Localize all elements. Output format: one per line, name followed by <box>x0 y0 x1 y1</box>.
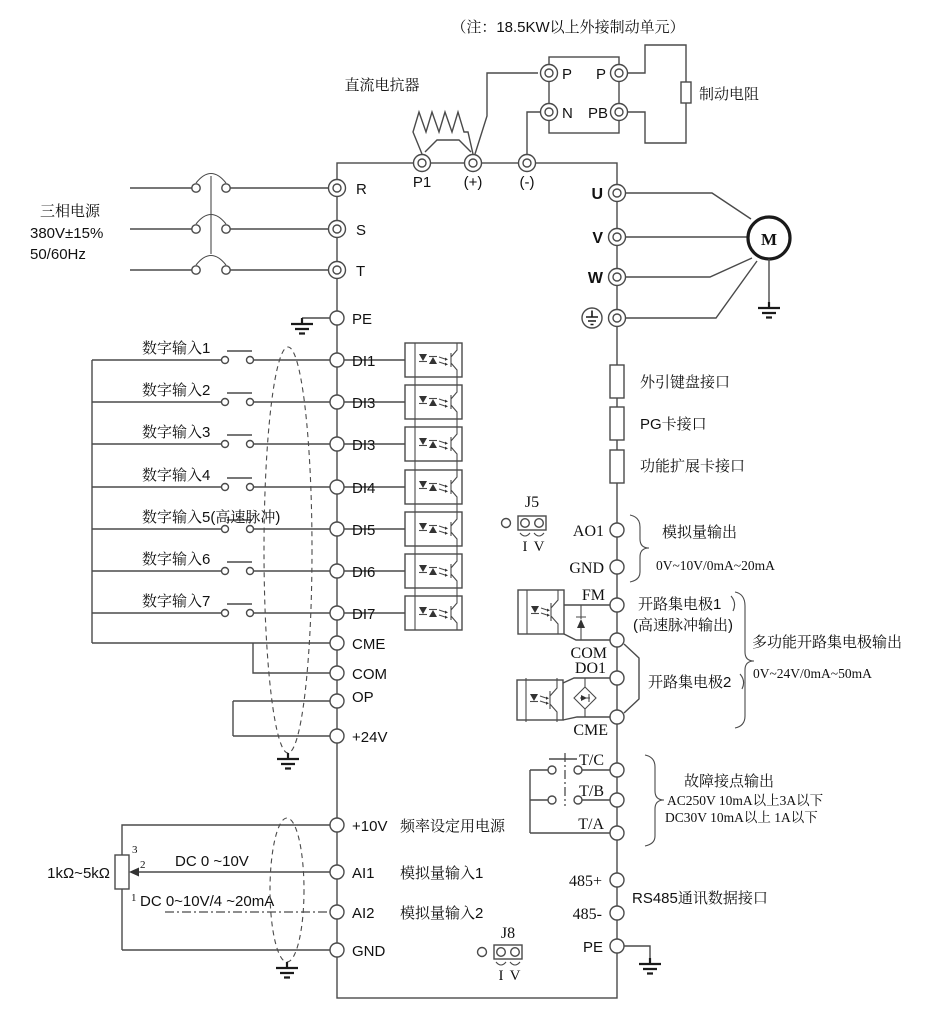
wire-cme2 <box>563 717 610 720</box>
ao1-label: AO1 <box>572 523 604 540</box>
do1-optocoupler-icon <box>517 680 563 720</box>
di4-input-label: 数字输入4 <box>142 467 211 484</box>
terminal-24v <box>330 729 344 743</box>
terminal-di6 <box>330 564 344 578</box>
pe-label: PE <box>352 311 373 328</box>
cme2-label: CME <box>573 722 608 739</box>
expansion-card-interface-icon <box>610 450 624 483</box>
di2-switch <box>222 393 254 406</box>
terminal-cme2 <box>610 710 624 724</box>
wire-com-jumper <box>253 643 330 673</box>
ta-label: T/A <box>578 816 604 833</box>
dc-reactor-label: 直流电抗器 <box>344 77 420 94</box>
fm-optocoupler-icon <box>518 590 564 634</box>
tc-label: T/C <box>579 752 604 769</box>
fm-diode-triangle <box>577 619 585 628</box>
di3-input-label: 数字输入3 <box>142 424 211 441</box>
wire-u <box>626 193 751 219</box>
ai2-label: AI2 <box>352 905 375 922</box>
terminal-di1 <box>330 353 344 367</box>
terminal-di4 <box>330 480 344 494</box>
brace-analog-out <box>630 515 649 582</box>
terminal-di2 <box>330 395 344 409</box>
di2-input-label: 数字输入2 <box>142 382 211 399</box>
terminal-s <box>329 221 346 238</box>
terminal-ai2 <box>330 905 344 919</box>
terminal-do1 <box>610 671 624 685</box>
do1-bridge-icon <box>574 678 596 717</box>
pg-card-interface-icon <box>610 407 624 440</box>
brake-unit-box <box>549 57 619 133</box>
terminal-pe2 <box>610 939 624 953</box>
terminal-brake-p-left <box>541 65 558 82</box>
jumper-j5 <box>502 516 547 536</box>
terminal-minus <box>519 155 536 172</box>
di5-input-label: 数字输入5(高速脉冲) <box>142 509 281 526</box>
optocoupler-icon-2 <box>405 385 462 419</box>
oc-range: 0V~24V/0mA~50mA <box>753 666 872 681</box>
shield-cable-icon-analog <box>270 818 304 962</box>
s-label: S <box>356 222 367 239</box>
wire-plus-to-p <box>475 73 538 154</box>
terminal-com <box>330 666 344 680</box>
j5-label: J5 <box>524 494 540 511</box>
wire-op-24v-jumper <box>233 701 330 736</box>
terminal-t <box>329 262 346 279</box>
di1-label: DI1 <box>352 353 376 370</box>
relay-spec2: DC30V 10mA以上 1A以下 <box>665 810 818 825</box>
terminal-p1 <box>414 155 431 172</box>
p1-plus-jumper <box>425 140 471 152</box>
terminal-485p <box>610 873 624 887</box>
terminal-brake-p-right <box>611 65 628 82</box>
w-label: W <box>587 270 603 287</box>
terminal-earth <box>609 310 626 327</box>
motor-label: M <box>760 230 778 249</box>
di5-label: DI5 <box>352 522 376 539</box>
dc-reactor-icon <box>413 112 473 154</box>
power-label-1: 三相电源 <box>40 203 101 220</box>
pot-pin1: 1 <box>131 892 137 904</box>
485p-label: 485+ <box>568 873 602 890</box>
com2-label: COM <box>570 645 607 662</box>
optocoupler-icon-3 <box>405 427 462 461</box>
di6-input-label: 数字输入6 <box>142 551 211 568</box>
v-label: V <box>592 230 603 247</box>
relay-spec1: AC250V 10mA以上3A以下 <box>667 793 824 808</box>
braking-resistor-icon <box>681 82 691 103</box>
wire-com2 <box>564 634 610 640</box>
di3-switch <box>222 435 254 448</box>
wire-pe2-ground <box>624 946 650 958</box>
breaker-pole-t <box>192 256 230 275</box>
j8-label: J8 <box>500 925 516 942</box>
pot-label: 1kΩ~5kΩ <box>47 865 110 882</box>
oc-title: 多功能开路集电极输出 <box>752 634 903 651</box>
terminal-u <box>609 185 626 202</box>
gnd-ao-label: GND <box>569 560 604 577</box>
j8-i-label: I <box>498 968 504 984</box>
di3-label: DI3 <box>352 437 376 454</box>
oc1-sub-label: (高速脉冲输出) <box>633 617 733 634</box>
potentiometer-icon <box>115 855 129 889</box>
pot-pin3: 3 <box>132 844 138 856</box>
terminal-di7 <box>330 606 344 620</box>
op-label: OP <box>352 689 374 706</box>
keyboard-interface-icon <box>610 365 624 398</box>
wire-brake-resistor-top <box>628 45 687 82</box>
terminal-fm <box>610 598 624 612</box>
485n-label: 485- <box>572 906 602 923</box>
power-label-3: 50/60Hz <box>30 246 86 263</box>
terminal-tb <box>610 793 624 807</box>
ai1-label: AI1 <box>352 865 375 882</box>
di6-label: DI6 <box>352 564 376 581</box>
braking-resistor-label: 制动电阻 <box>699 86 760 103</box>
terminal-brake-n <box>541 104 558 121</box>
wire-motor-earth <box>626 261 757 318</box>
j5-v-label: V <box>533 539 545 555</box>
ai2-desc-label: 模拟量输入2 <box>400 905 484 922</box>
p1-label: P1 <box>412 174 432 191</box>
terminal-485n <box>610 906 624 920</box>
optocoupler-icon-6 <box>405 554 462 588</box>
relay-contact-tb-a <box>548 796 556 804</box>
power-label-2: 380V±15% <box>30 225 104 242</box>
earth-terminal-icon <box>582 308 602 328</box>
ground-icon-shield1 <box>277 753 299 769</box>
r-label: R <box>356 181 367 198</box>
rs485-title: RS485通讯数据接口 <box>632 890 768 907</box>
10v-desc-label: 频率设定用电源 <box>400 818 506 835</box>
oc-hooks <box>731 596 744 689</box>
terminal-tc <box>610 763 624 777</box>
di4-label: DI4 <box>352 480 376 497</box>
pe2-label: PE <box>582 939 603 956</box>
analog-out-range: 0V~10V/0mA~20mA <box>656 558 775 573</box>
shield-cable-icon-digital <box>264 347 312 753</box>
wire-brake-resistor-bottom <box>628 103 687 143</box>
ai1-signal-label: DC 0 ~10V <box>175 853 249 870</box>
ai1-desc-label: 模拟量输入1 <box>400 865 484 882</box>
terminal-plus <box>465 155 482 172</box>
gnd-ai-label: GND <box>352 943 386 960</box>
di7-label: DI7 <box>352 606 376 623</box>
di6-switch <box>222 562 254 575</box>
terminal-r <box>329 180 346 197</box>
terminal-gnd-ao <box>610 560 624 574</box>
do1-label: DO1 <box>574 660 606 677</box>
ground-icon-pe <box>291 318 313 334</box>
10v-label: +10V <box>352 818 388 835</box>
terminal-brake-pb <box>611 104 628 121</box>
di1-input-label: 数字输入1 <box>142 340 211 357</box>
expansion-interface-label: 功能扩展卡接口 <box>640 458 746 475</box>
terminal-op <box>330 694 344 708</box>
terminal-com2 <box>610 633 624 647</box>
ground-icon-shield2 <box>276 962 298 978</box>
terminal-gnd-ai <box>330 943 344 957</box>
wire-w <box>626 258 752 277</box>
pg-interface-label: PG卡接口 <box>640 416 707 433</box>
oc2-label: 开路集电极2 <box>648 674 732 691</box>
wire-com-cme-link <box>624 644 639 713</box>
note-label: （注：18.5KW以上外接制动单元） <box>451 19 685 36</box>
wire-minus-to-n <box>527 112 540 154</box>
brake-n-label: N <box>562 105 573 122</box>
terminal-pe <box>330 311 344 325</box>
potentiometer-wiper-arrow <box>129 868 139 877</box>
di4-switch <box>222 478 254 491</box>
relay-contact-tc-a <box>548 766 556 774</box>
fm-label: FM <box>581 587 605 604</box>
cme-label: CME <box>352 636 386 653</box>
pot-pin2: 2 <box>140 859 146 871</box>
tb-label: T/B <box>579 783 604 800</box>
di7-switch <box>222 604 254 617</box>
terminal-v <box>609 229 626 246</box>
plus-label: (+) <box>463 174 483 191</box>
terminal-ai1 <box>330 865 344 879</box>
terminal-cme <box>330 636 344 650</box>
terminal-ta <box>610 826 624 840</box>
terminal-ao1 <box>610 523 624 537</box>
minus-label: (-) <box>519 174 535 191</box>
oc1-label: 开路集电极1 <box>638 596 722 613</box>
24v-label: +24V <box>352 729 388 746</box>
t-label: T <box>356 263 366 280</box>
brace-open-collector <box>735 592 754 728</box>
ai2-signal-label: DC 0~10V/4 ~20mA <box>140 893 275 910</box>
relay-title: 故障接点输出 <box>684 773 775 790</box>
jumper-j8 <box>478 945 523 965</box>
brake-p-left-label: P <box>562 66 573 83</box>
di1-switch <box>222 351 254 364</box>
brake-pb-label: PB <box>587 105 608 122</box>
ground-icon-pe2 <box>639 958 661 974</box>
ground-icon-motor <box>758 302 780 318</box>
brace-relay <box>645 755 664 846</box>
terminal-di5 <box>330 522 344 536</box>
brake-p-right-label: P <box>595 66 606 83</box>
keyboard-interface-label: 外引键盘接口 <box>640 374 731 391</box>
di2-label: DI3 <box>352 395 376 412</box>
com-label: COM <box>352 666 387 683</box>
optocoupler-icon-5 <box>405 512 462 546</box>
u-label: U <box>591 186 603 203</box>
wire-do1 <box>563 678 610 683</box>
terminal-di3 <box>330 437 344 451</box>
terminal-10v <box>330 818 344 832</box>
optocoupler-icon-1 <box>405 343 462 377</box>
di7-input-label: 数字输入7 <box>142 593 211 610</box>
terminal-w <box>609 269 626 286</box>
analog-out-title: 模拟量输出 <box>662 524 738 541</box>
j5-i-label: I <box>522 539 528 555</box>
optocoupler-icon-4 <box>405 470 462 504</box>
j8-v-label: V <box>509 968 521 984</box>
optocoupler-icon-7 <box>405 596 462 630</box>
